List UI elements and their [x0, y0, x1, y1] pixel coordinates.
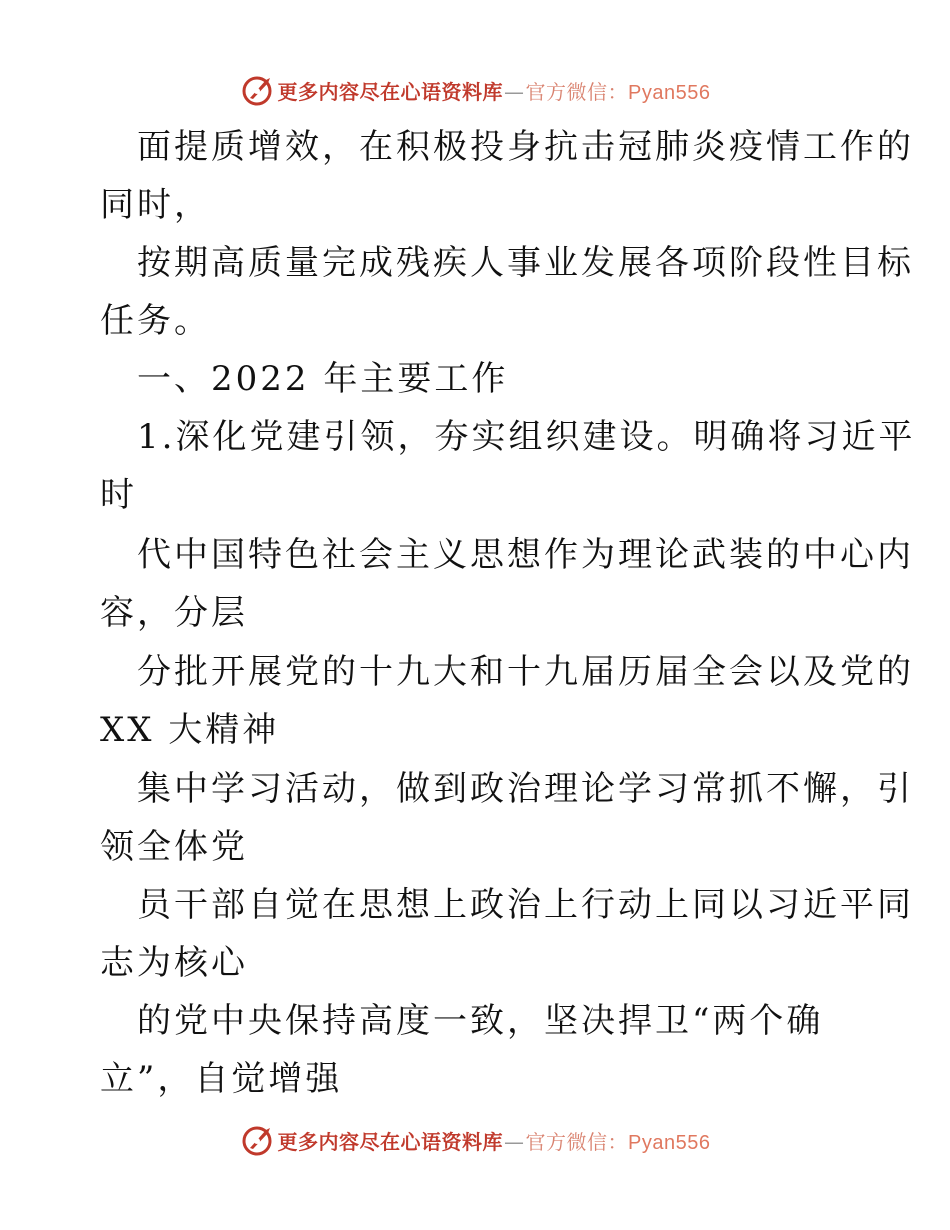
- body-line: 容，分层: [100, 593, 248, 633]
- banner-wechat-id: Pyan556: [628, 1131, 711, 1154]
- banner-title: 更多内容尽在心语资料库: [277, 1129, 504, 1154]
- body-line: XX 大精神: [100, 710, 280, 750]
- banner-text: [278, 1126, 711, 1155]
- body-line: 领全体党: [100, 827, 248, 867]
- section-heading: 一、2022 年主要工作: [137, 359, 509, 399]
- body-line: 1.深化党建引领，夯实组织建设。明确将习近平: [137, 417, 916, 457]
- body-line: 的党中央保持高度一致，坚决捍卫“两个确: [137, 1001, 824, 1041]
- banner-wechat-label: 官方微信：: [525, 1129, 629, 1154]
- body-line: 同时，: [100, 185, 211, 225]
- body-line: 面提质增效，在积极投身抗击冠肺炎疫情工作的: [137, 127, 914, 167]
- banner-wechat-label: 官方微信：: [525, 79, 629, 104]
- body-line: 员干部自觉在思想上政治上行动上同以习近平同: [137, 885, 914, 925]
- body-line: 集中学习活动，做到政治理论学习常抓不懈，引: [137, 769, 914, 809]
- banner-dash: —: [504, 1129, 525, 1154]
- footer-banner: [0, 1118, 950, 1162]
- body-line: 代中国特色社会主义思想作为理论武装的中心内: [137, 535, 914, 575]
- banner-title: 更多内容尽在心语资料库: [277, 79, 504, 104]
- quill-pen-logo-icon: [240, 1122, 276, 1158]
- body-line: 任务。: [100, 301, 211, 341]
- body-line: 志为核心: [100, 943, 248, 983]
- body-line: 按期高质量完成残疾人事业发展各项阶段性目标: [137, 243, 914, 283]
- banner-wechat-id: Pyan556: [628, 81, 711, 104]
- body-line: 立”，自觉增强: [100, 1059, 343, 1099]
- body-line: 时: [100, 475, 137, 515]
- body-line: 分批开展党的十九大和十九届历届全会以及党的: [137, 652, 914, 692]
- banner-dash: —: [504, 79, 525, 104]
